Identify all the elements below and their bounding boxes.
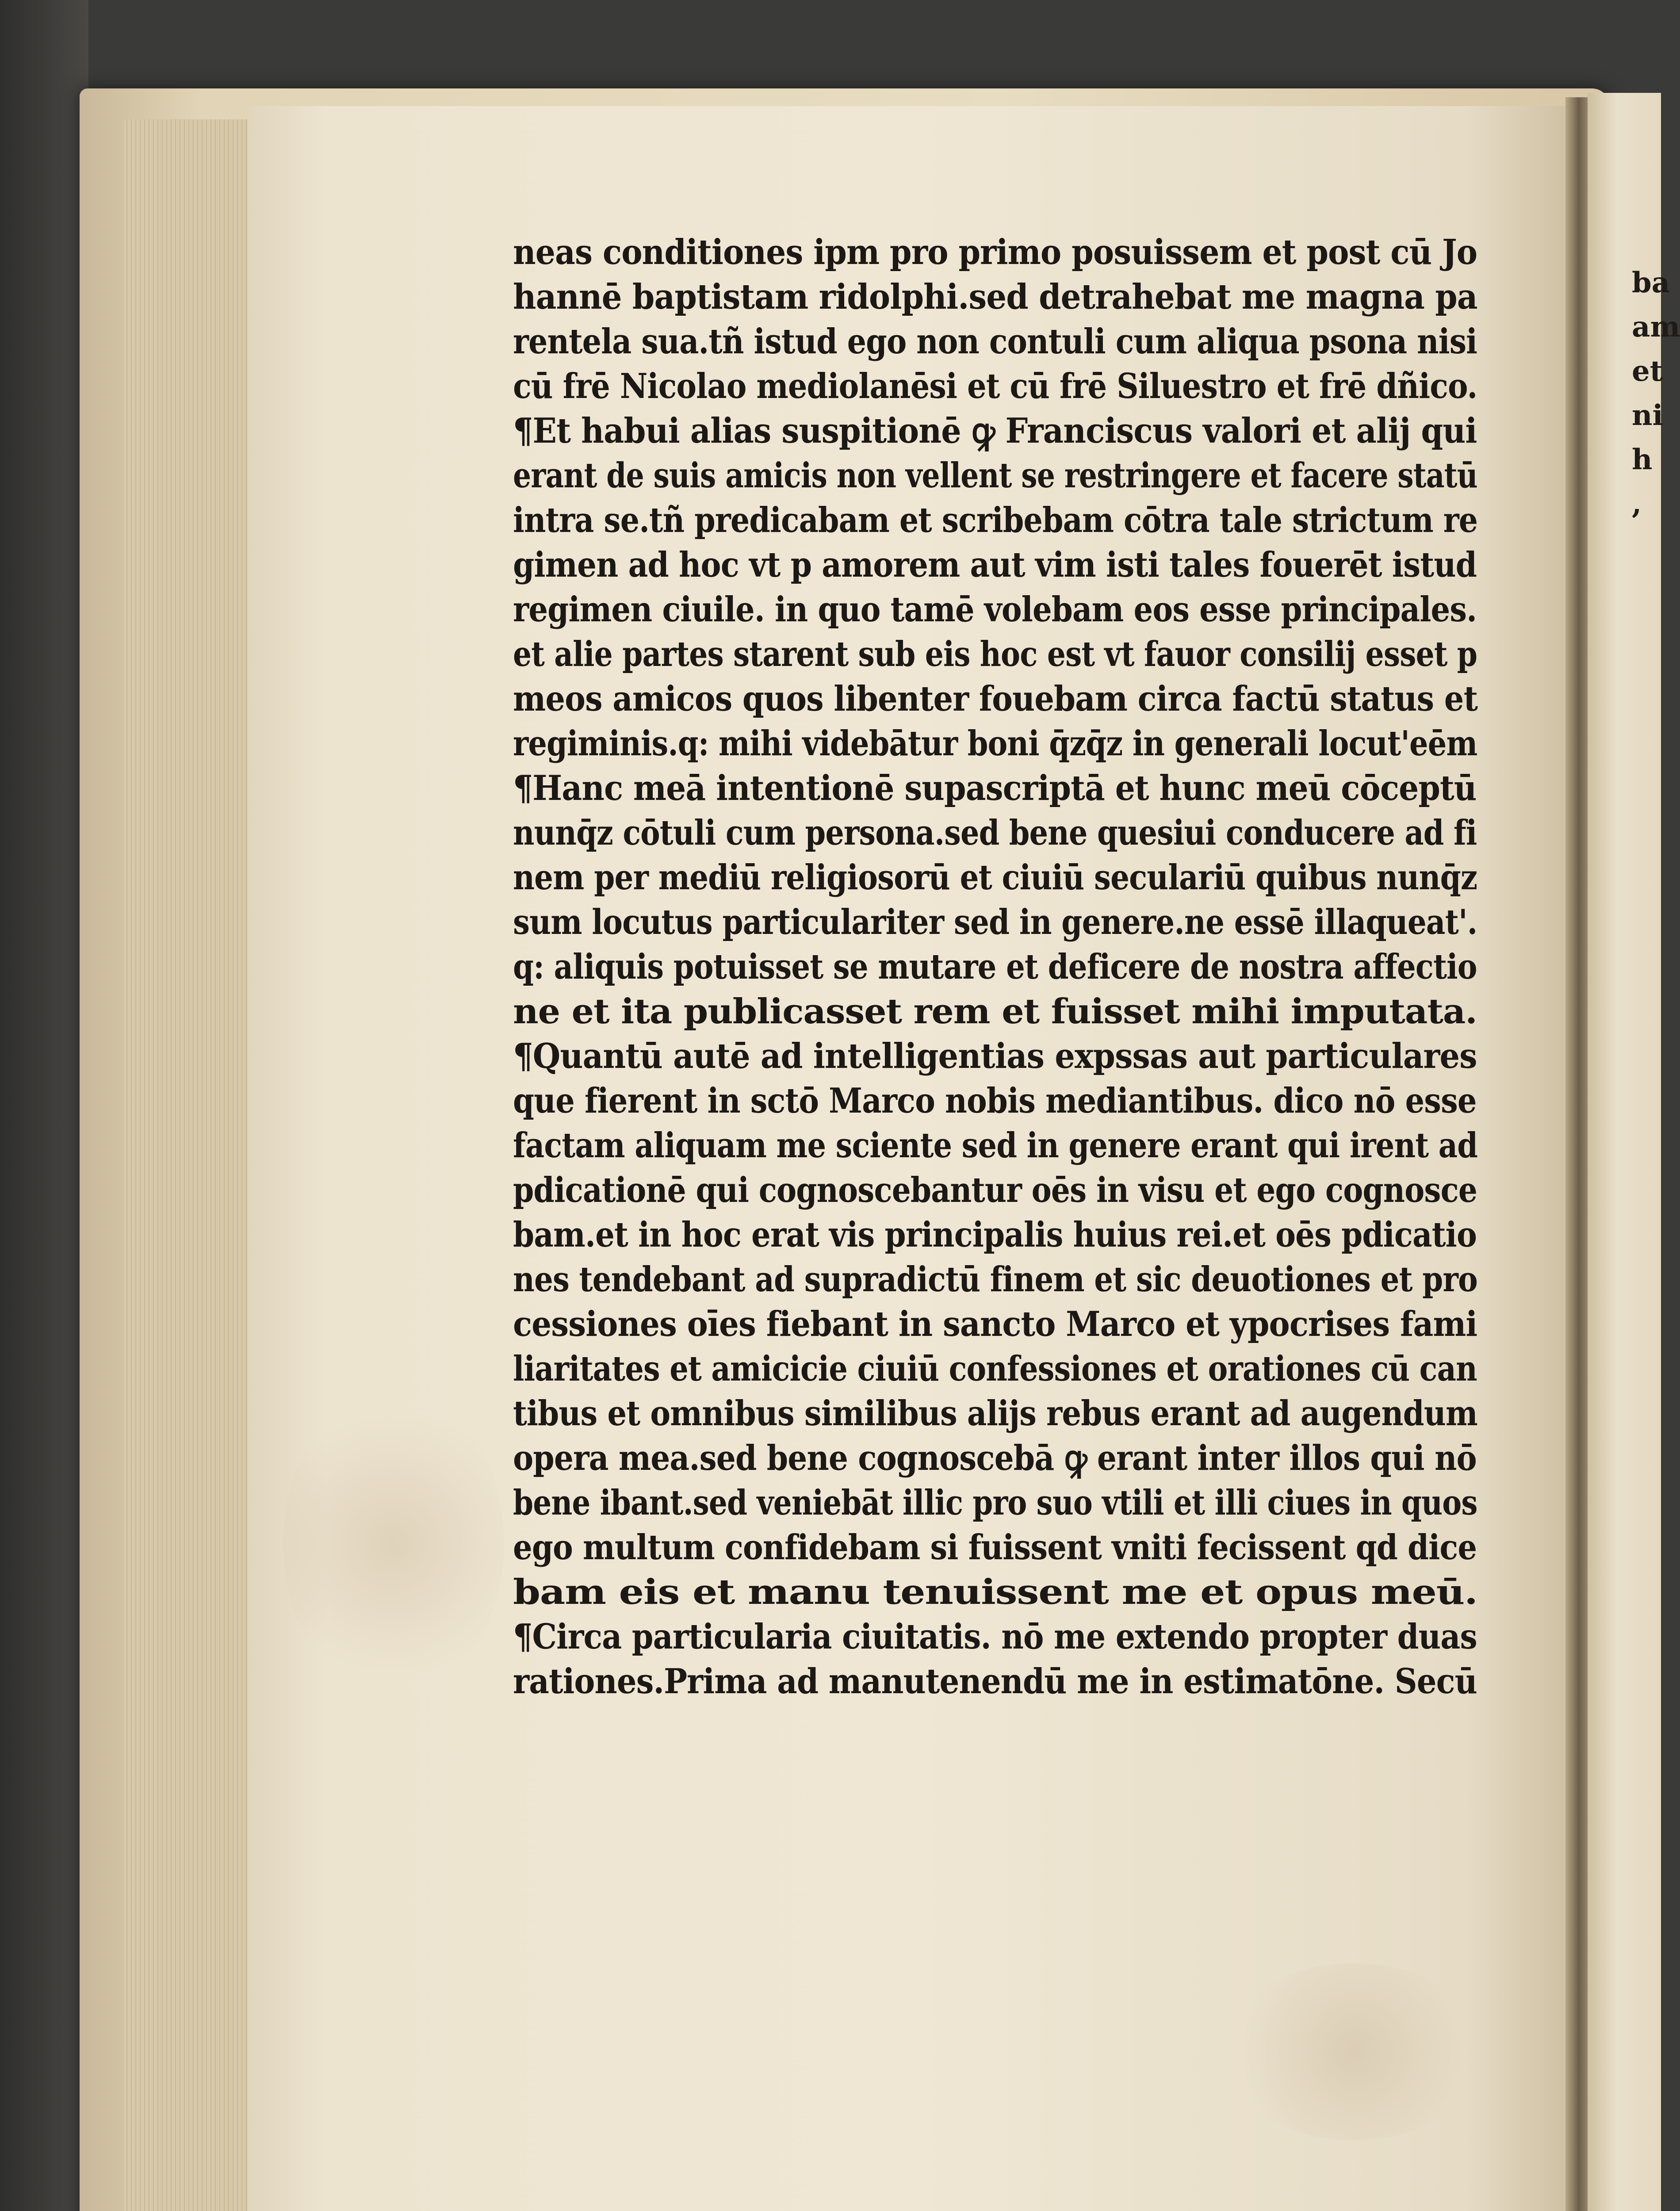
text-line: regimen ciuile. in quo tamē volebam eos esse principales.: [513, 589, 1477, 630]
text-line: regiminis.q: mihi videbātur boni q̄zq̄z in generali locut'eēm: [513, 723, 1477, 764]
text-line: bene ibant.sed veniebāt illic pro suo vtili et illi ciues in quos: [513, 1483, 1477, 1523]
paper-stain: [283, 1389, 504, 1698]
text-line: liaritates et amicicie ciuiū confessiones et orationes cū can: [513, 1349, 1477, 1389]
text-line: bam eis et manu tenuissent me et opus meū.: [513, 1572, 1477, 1612]
text-line: rentela sua.tñ istud ego non contuli cum aliqua psona nisi: [513, 321, 1477, 362]
text-line: opera mea.sed bene cognoscebā ꝙ erant inter illos qui nō: [513, 1438, 1477, 1478]
page-edges: [124, 119, 256, 2211]
text-line: meos amicos quos libenter fouebam circa factū status et: [513, 679, 1478, 719]
facing-page-text-fragment: ba am et ni h ,: [1632, 266, 1680, 520]
text-line: nunq̄z cōtuli cum persona.sed bene quesiui conducere ad fi: [513, 813, 1477, 853]
text-line: nes tendebant ad supradictū finem et sic deuotiones et pro: [513, 1259, 1478, 1300]
text-line: factam aliquam me sciente sed in genere erant qui irent ad: [513, 1125, 1478, 1166]
text-line: ego multum confidebam si fuissent vniti fecissent qd dice: [513, 1527, 1477, 1568]
text-line: que fierent in sctō Marco nobis mediantibus. dico nō esse: [513, 1081, 1477, 1121]
text-line: q: aliquis potuisset se mutare et deficere de nostra affectio: [513, 947, 1477, 987]
scan-background: [0, 0, 88, 2211]
text-column: [513, 230, 1477, 1704]
text-line: bam.et in hoc erat vis principalis huius rei.et oēs pdicatio: [513, 1215, 1477, 1255]
text-line: hannē baptistam ridolphi.sed detrahebat me magna pa: [513, 277, 1477, 317]
text-line: sum locutus particulariter sed in genere.ne essē illaqueat'.: [513, 902, 1477, 942]
text-line: neas conditiones ipm pro primo posuissem et post cū Jo: [513, 232, 1477, 272]
text-line: nem per mediū religiosorū et ciuiū seculariū quibus nunq̄z: [513, 857, 1477, 898]
text-line: tibus et omnibus similibus alijs rebus erant ad augendum: [513, 1393, 1477, 1434]
text-line: ne et ita publicasset rem et fuisset mihi imputata.: [513, 991, 1477, 1032]
text-line: rationes.Prima ad manutenendū me in estimatōne. Secū: [513, 1661, 1477, 1702]
text-line: erant de suis amicis non vellent se restringere et facere statū: [513, 455, 1477, 496]
text-line: ¶Hanc meā intentionē supascriptā et hunc meū cōceptū: [513, 768, 1477, 808]
text-line: cessiones oīes fiebant in sancto Marco et ypocrises fami: [513, 1304, 1477, 1344]
text-line: gimen ad hoc vt p amorem aut vim isti tales fouerēt istud: [513, 545, 1477, 585]
text-line: cū frē Nicolao mediolanēsi et cū frē Siluestro et frē dñico.: [513, 366, 1477, 406]
text-line: et alie partes starent sub eis hoc est vt fauor consilij esset p: [513, 634, 1477, 674]
paper-stain: [1221, 1963, 1486, 2140]
text-line: pdicationē qui cognoscebantur oēs in visu et ego cognosce: [513, 1170, 1477, 1210]
text-line: intra se.tñ predicabam et scribebam cōtra tale strictum re: [513, 500, 1478, 540]
text-line: ¶Circa particularia ciuitatis. nō me extendo propter duas: [513, 1617, 1477, 1657]
text-line: ¶Quantū autē ad intelligentias expssas aut particulares: [513, 1036, 1477, 1076]
text-line: ¶Et habui alias suspitionē ꝙ Franciscus valori et alij qui: [513, 411, 1477, 451]
